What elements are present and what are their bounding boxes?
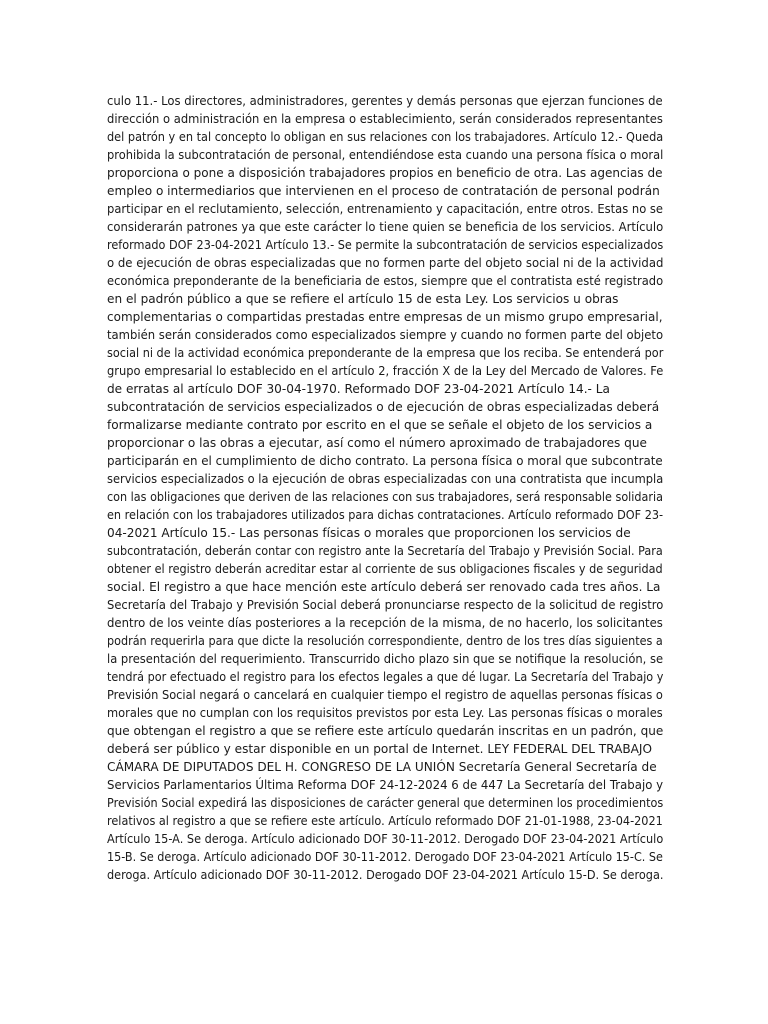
text-line: participarán en el cumplimiento de dicho contrato. La persona física o moral que subcontrate: [107, 454, 663, 468]
text-line: 15-B. Se deroga. Artículo adicionado DOF 30-11-2012. Derogado DOF 23-04-2021 Artículo 15-C. Se: [107, 850, 663, 864]
text-line: obtener el registro deberán acreditar estar al corriente de sus obligaciones fiscales y de seguridad: [107, 562, 663, 576]
text-line: participar en el reclutamiento, selección, entrenamiento y capacitación, entre otros. Estas no se: [107, 202, 664, 216]
text-line: en relación con los trabajadores utilizados para dichas contrataciones. Artículo reformado DOF 23-: [107, 508, 664, 522]
text-line: CÁMARA DE DIPUTADOS DEL H. CONGRESO DE LA UNIÓN Secretaría General Secretaría de: [107, 760, 657, 774]
text-line: que obtengan el registro a que se refiere este artículo quedarán inscritas en un padrón, que: [107, 724, 664, 738]
text-line: tendrá por efectuado el registro para los efectos legales a que dé lugar. La Secretaría del Trabajo y: [107, 670, 664, 684]
text-line: formalizarse mediante contrato por escrito en el que se señale el objeto de los servicios a: [107, 418, 653, 432]
text-line: Previsión Social expedirá las disposiciones de carácter general que determinen los procedimientos: [107, 796, 664, 810]
text-line: grupo empresarial lo establecido en el artículo 2, fracción X de la Ley del Mercado de Valores. Fe: [107, 364, 664, 378]
text-line: proporciona o pone a disposición trabajadores propios en beneficio de otra. Las agencias de: [107, 166, 663, 180]
text-line: de erratas al artículo DOF 30-04-1970. Reformado DOF 23-04-2021 Artículo 14.- La: [107, 382, 610, 396]
text-line: deberá ser público y estar disponible en un portal de Internet. LEY FEDERAL DEL TRABAJO: [107, 742, 653, 756]
text-line: complementarias o compartidas prestadas entre empresas de un mismo grupo empresarial,: [107, 310, 663, 324]
text-line: culo 11.- Los directores, administradores, gerentes y demás personas que ejerzan funciones de: [107, 94, 663, 108]
text-line: Artículo 15-A. Se deroga. Artículo adicionado DOF 30-11-2012. Derogado DOF 23-04-2021 Artículo: [107, 832, 664, 846]
text-line: 04-2021 Artículo 15.- Las personas físicas o morales que proporcionen los servicios de: [107, 526, 631, 540]
text-line: prohibida la subcontratación de personal, entendiéndose esta cuando una persona física o moral: [107, 148, 664, 162]
text-line: reformado DOF 23-04-2021 Artículo 13.- Se permite la subcontratación de servicios especializados: [107, 238, 664, 252]
text-line: Secretaría del Trabajo y Previsión Social deberá pronunciarse respecto de la solicitud de registro: [107, 598, 664, 612]
text-line: relativos al registro a que se refiere este artículo. Artículo reformado DOF 21-01-1988, 23-04-2021: [107, 814, 663, 828]
text-line: subcontratación de servicios especializados o de ejecución de obras especializadas deberá: [107, 400, 660, 414]
text-line: también serán considerados como especializados siempre y cuando no formen parte del objeto: [107, 328, 664, 342]
text-line: considerarán patrones ya que este carácter lo tiene quien se beneficia de los servicios. Artículo: [107, 220, 664, 234]
text-line: morales que no cumplan con los requisitos previstos por esta Ley. Las personas físicas o morales: [107, 706, 663, 720]
text-line: económica preponderante de la beneficiaria de estos, siempre que el contratista esté registrado: [107, 274, 664, 288]
text-line: en el padrón público a que se refiere el artículo 15 de esta Ley. Los servicios u obras: [107, 292, 619, 306]
text-line: la presentación del requerimiento. Transcurrido dicho plazo sin que se notifique la resolución, se: [107, 652, 664, 666]
text-line: podrán requerirla para que dicte la resolución correspondiente, dentro de los tres días siguientes a: [107, 634, 663, 648]
text-line: dentro de los veinte días posteriores a la recepción de la misma, de no hacerlo, los solicitantes: [107, 616, 663, 630]
text-line: empleo o intermediarios que intervienen en el proceso de contratación de personal podrán: [107, 184, 660, 198]
text-line: social ni de la actividad económica preponderante de la empresa que los reciba. Se entenderá por: [107, 346, 664, 360]
text-line: social. El registro a que hace mención este artículo deberá ser renovado cada tres años. La: [107, 580, 661, 594]
text-line: servicios especializados o la ejecución de obras especializadas con una contratista que incumpla: [107, 472, 664, 486]
text-line: Servicios Parlamentarios Última Reforma DOF 24-12-2024 6 de 447 La Secretaría del Trabajo y: [107, 778, 664, 792]
text-line: deroga. Artículo adicionado DOF 30-11-2012. Derogado DOF 23-04-2021 Artículo 15-D. Se deroga.: [107, 868, 664, 882]
text-line: o de ejecución de obras especializadas que no formen parte del objeto social ni de la actividad: [107, 256, 664, 270]
text-line: dirección o administración en la empresa o establecimiento, serán considerados representantes: [107, 112, 663, 126]
document-page: [107, 92, 663, 884]
text-line: Previsión Social negará o cancelará en cualquier tiempo el registro de aquellas personas físicas o: [107, 688, 663, 702]
text-line: con las obligaciones que deriven de las relaciones con sus trabajadores, será responsable solidaria: [107, 490, 663, 504]
text-line: subcontratación, deberán contar con registro ante la Secretaría del Trabajo y Previsión Social. Para: [107, 544, 663, 558]
text-line: proporcionar o las obras a ejecutar, así como el número aproximado de trabajadores que: [107, 436, 647, 450]
text-line: del patrón y en tal concepto lo obligan en sus relaciones con los trabajadores. Artículo 12.- Queda: [107, 130, 664, 144]
